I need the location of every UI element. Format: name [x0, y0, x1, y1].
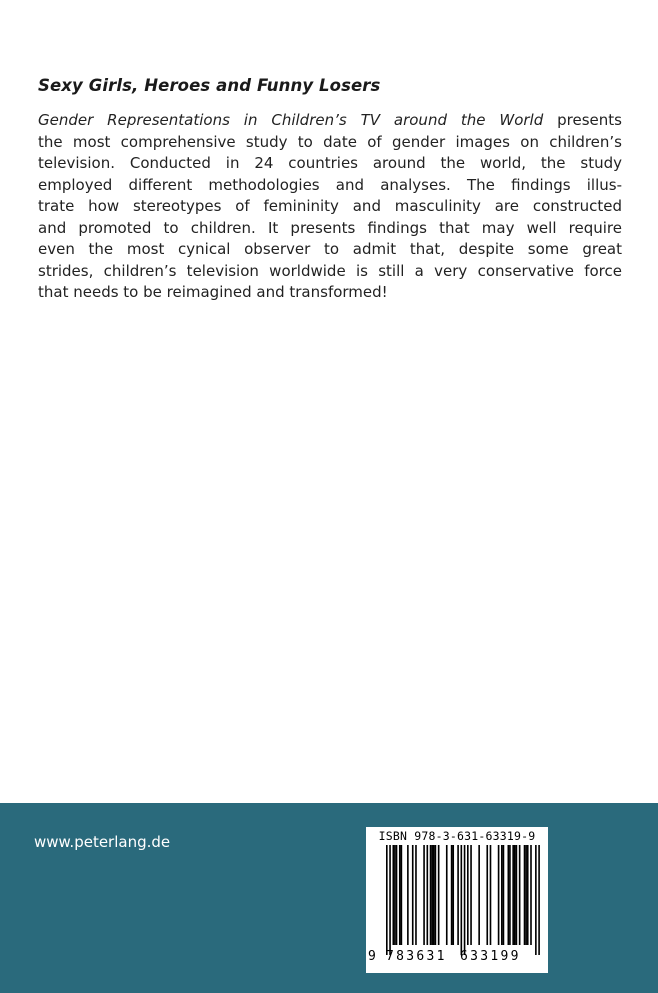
publisher-url: www.peterlang.de	[34, 833, 171, 851]
barcode-bar	[446, 845, 448, 945]
barcode-bar	[503, 845, 505, 945]
barcode-bar	[464, 845, 466, 955]
barcode-bar	[430, 845, 432, 945]
barcode-bar	[438, 845, 440, 945]
barcode-bar	[467, 845, 469, 945]
barcode-bar	[435, 845, 437, 945]
barcode-bar	[509, 845, 511, 945]
barcode-bar	[396, 845, 398, 945]
barcode-bar	[490, 845, 492, 945]
barcode-bar	[508, 845, 510, 945]
barcode-bar	[486, 845, 488, 945]
barcode-bar	[525, 845, 527, 945]
barcode-bar	[412, 845, 414, 945]
barcode-bar	[457, 845, 459, 945]
barcode-bar	[452, 845, 454, 945]
barcode-bar	[392, 845, 394, 945]
blurb-line: employed different methodologies and analyses. The findings illus-	[38, 175, 622, 194]
barcode-bar	[498, 845, 500, 945]
barcode-bar	[386, 845, 388, 955]
barcode-bar	[423, 845, 425, 945]
barcode-bar	[461, 845, 463, 955]
barcode-bar	[519, 845, 521, 945]
barcode-bar	[399, 845, 401, 945]
barcode-bar	[451, 845, 453, 945]
blurb-italic-title: Gender Representations in Children’s TV around the World	[38, 111, 544, 129]
barcode-bar	[389, 845, 391, 955]
barcode-bars	[374, 845, 540, 955]
barcode	[366, 827, 548, 973]
blurb-line: the most comprehensive study to date of gender images on children’s	[38, 132, 622, 151]
book-title: Sexy Girls, Heroes and Funny Losers	[38, 76, 381, 95]
barcode-bar	[512, 845, 514, 945]
ean-right-digits: 633199	[460, 949, 521, 964]
barcode-bar	[527, 845, 529, 945]
barcode-bar	[538, 845, 540, 955]
isbn-label: ISBN 978-3-631-63319-9	[378, 829, 536, 843]
blurb-line: and promoted to children. It presents findings that may well require	[38, 218, 622, 237]
blurb-line: even the most cynical observer to admit that, despite some great	[38, 240, 622, 258]
barcode-bar	[524, 845, 526, 945]
blurb-line: trate how stereotypes of femininity and masculinity are constructed	[38, 197, 622, 215]
ean-first-digit: 9	[368, 949, 376, 964]
ean-left-digits: 783631	[386, 949, 447, 964]
barcode-bar	[427, 845, 429, 945]
barcode-bar	[530, 845, 532, 945]
footer-band	[0, 803, 658, 993]
barcode-bar	[478, 845, 480, 945]
barcode-bar	[514, 845, 516, 945]
barcode-bar	[401, 845, 403, 945]
barcode-bar	[501, 845, 503, 945]
blurb-line: Gender Representations in Children’s TV around the World presents	[38, 111, 622, 129]
barcode-bar	[470, 845, 472, 945]
blurb-text	[38, 110, 622, 304]
blurb-line: television. Conducted in 24 countries around the world, the study	[38, 154, 622, 172]
barcode-bar	[516, 845, 518, 945]
barcode-bar	[535, 845, 537, 955]
barcode-bar	[407, 845, 409, 945]
blurb-line: strides, children’s television worldwide is still a very conservative force	[38, 261, 622, 280]
barcode-bar	[394, 845, 396, 945]
barcode-bar	[433, 845, 435, 945]
blurb-line: that needs to be reimagined and transformed!	[38, 283, 388, 301]
barcode-bar	[431, 845, 433, 945]
barcode-bar	[415, 845, 417, 945]
